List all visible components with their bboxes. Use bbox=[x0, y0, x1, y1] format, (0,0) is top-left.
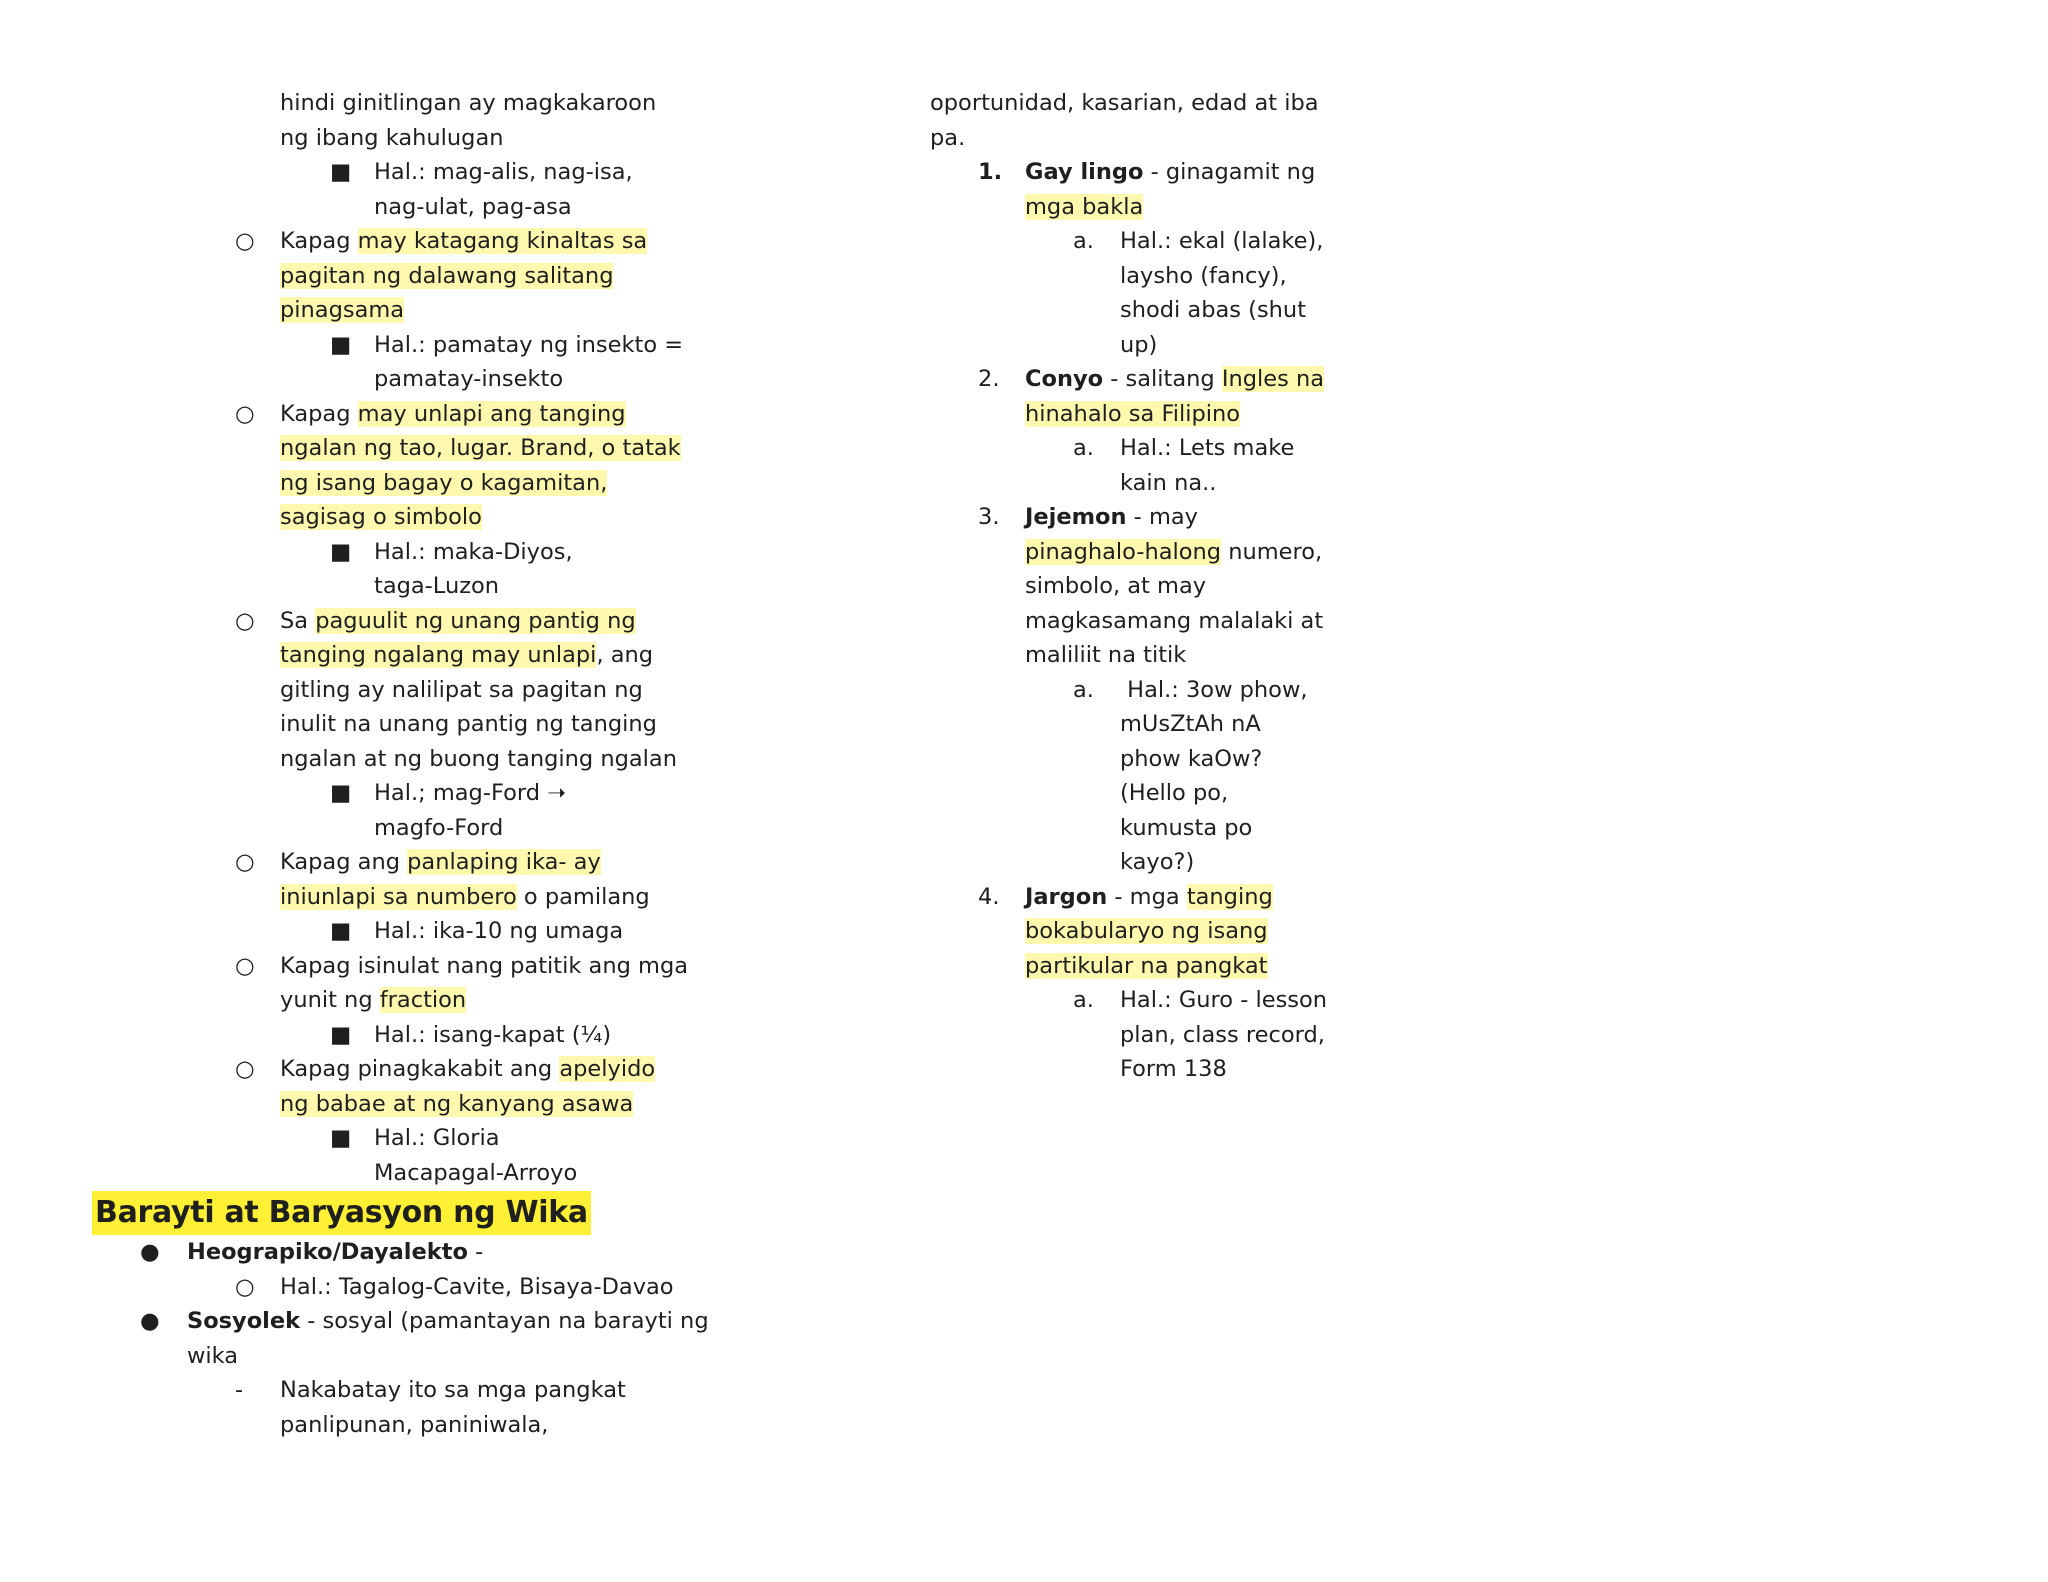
example-item: kain na.. bbox=[1120, 469, 1217, 496]
text-line: hindi ginitlingan ay magkakaroon bbox=[280, 90, 657, 116]
text-line: ng babae at ng kanyang asawa bbox=[280, 1090, 634, 1117]
example-item: magfo-Ford bbox=[374, 814, 504, 841]
text-line: pa. bbox=[930, 124, 966, 151]
text-line: ng ibang kahulugan bbox=[280, 124, 504, 151]
numbered-item: 4. Jargon - mga tanging bbox=[930, 880, 1430, 915]
bullet-icon: ● bbox=[140, 1308, 160, 1334]
numbered-item: 3. Jejemon - may bbox=[930, 500, 1430, 535]
example-item: laysho (fancy), bbox=[1120, 262, 1287, 289]
text-line: iniunlapi sa numbero o pamilang bbox=[280, 883, 650, 910]
list-item: ○ Kapag may unlapi ang tanging bbox=[92, 397, 712, 432]
right-column bbox=[930, 86, 1430, 1087]
left-column bbox=[92, 86, 712, 1442]
example-item: Form 138 bbox=[1120, 1056, 1227, 1082]
list-item: ○ Kapag pinagkakabit ang apelyido bbox=[92, 1052, 712, 1087]
square-bullet-icon: ■ bbox=[330, 331, 352, 358]
example-item: Macapagal-Arroyo bbox=[374, 1159, 578, 1186]
text-line: ngalan ng tao, lugar. Brand, o tatak bbox=[280, 435, 681, 461]
list-item: - Nakabatay ito sa mga pangkat bbox=[92, 1373, 712, 1408]
example-item: ■ Hal.: ika-10 ng umaga bbox=[92, 914, 712, 949]
circle-bullet-icon: ○ bbox=[235, 607, 255, 634]
text-line: oportunidad, kasarian, edad at iba bbox=[930, 90, 1319, 116]
example-item: a. Hal.: ekal (lalake), bbox=[930, 224, 1430, 259]
square-bullet-icon: ■ bbox=[330, 1125, 352, 1151]
item-letter: a. bbox=[1073, 435, 1094, 461]
section-heading: Barayti at Baryasyon ng Wika bbox=[92, 1191, 591, 1235]
text-line: inulit na unang pantig ng tanging bbox=[280, 711, 657, 737]
text-line: ngalan at ng buong tanging ngalan bbox=[280, 745, 677, 772]
circle-bullet-icon: ○ bbox=[235, 1056, 255, 1082]
text-line: partikular na pangkat bbox=[1025, 952, 1268, 979]
circle-bullet-icon: ○ bbox=[235, 400, 255, 427]
item-number: 2. bbox=[978, 366, 1000, 392]
list-item: ○ Kapag isinulat nang patitik ang mga bbox=[92, 949, 712, 984]
example-item: ■ Hal.: isang-kapat (¼) bbox=[92, 1018, 712, 1053]
example-item: pamatay-insekto bbox=[374, 366, 564, 392]
numbered-item: 2. Conyo - salitang Ingles na bbox=[930, 362, 1430, 397]
example-item: ■ Hal.; mag-Ford ➝ bbox=[92, 776, 712, 811]
list-item: ○ Kapag may katagang kinaltas sa bbox=[92, 224, 712, 259]
example-item: ■ Hal.: Gloria bbox=[92, 1121, 712, 1156]
item-letter: a. bbox=[1073, 676, 1094, 703]
square-bullet-icon: ■ bbox=[330, 918, 352, 944]
text-line: simbolo, at may bbox=[1025, 573, 1207, 599]
item-number: 1. bbox=[978, 159, 1003, 185]
example-item: a. Hal.: 3ow phow, bbox=[930, 673, 1430, 708]
example-item: ■ Hal.: pamatay ng insekto = bbox=[92, 328, 712, 363]
numbered-item: 1. Gay lingo - ginagamit ng bbox=[930, 155, 1430, 190]
example-item: (Hello po, bbox=[1120, 780, 1229, 806]
square-bullet-icon: ■ bbox=[330, 1021, 352, 1048]
example-item: a. Hal.: Guro - lesson bbox=[930, 983, 1430, 1018]
text-line: ng isang bagay o kagamitan, bbox=[280, 469, 608, 496]
item-letter: a. bbox=[1073, 987, 1094, 1013]
example-item: taga-Luzon bbox=[374, 573, 500, 599]
text-line: pinaghalo-halong numero, bbox=[1025, 538, 1323, 565]
text-line: bokabularyo ng isang bbox=[1025, 918, 1268, 944]
example-item: shodi abas (shut bbox=[1120, 297, 1307, 323]
circle-bullet-icon: ○ bbox=[235, 228, 255, 254]
text-line: gitling ay nalilipat sa pagitan ng bbox=[280, 676, 643, 703]
text-line: mga bakla bbox=[1025, 193, 1144, 220]
square-bullet-icon: ■ bbox=[330, 538, 352, 565]
text-line: yunit ng fraction bbox=[280, 987, 467, 1013]
example-item: ■ Hal.: mag-alis, nag-isa, bbox=[92, 155, 712, 190]
list-item: ● Heograpiko/Dayalekto - bbox=[92, 1235, 712, 1270]
list-item: ● Sosyolek - sosyal (pamantayan na barayti ng bbox=[92, 1304, 712, 1339]
text-line: pinagsama bbox=[280, 297, 405, 323]
example-item: plan, class record, bbox=[1120, 1021, 1325, 1048]
text-line: hinahalo sa Filipino bbox=[1025, 400, 1241, 427]
item-number: 4. bbox=[978, 883, 1000, 910]
circle-bullet-icon: ○ bbox=[235, 849, 255, 875]
item-number: 3. bbox=[978, 504, 1000, 530]
item-letter: a. bbox=[1073, 228, 1094, 254]
dash-bullet-icon: - bbox=[235, 1377, 244, 1403]
example-item: up) bbox=[1120, 331, 1158, 358]
list-item: ○ Sa paguulit ng unang pantig ng bbox=[92, 604, 712, 639]
example-item: a. Hal.: Lets make bbox=[930, 431, 1430, 466]
example-item: kayo?) bbox=[1120, 849, 1195, 875]
text-line: magkasamang malalaki at bbox=[1025, 607, 1324, 634]
section-heading-row bbox=[92, 1191, 712, 1235]
example-item: mUsZtAh nA bbox=[1120, 711, 1261, 737]
square-bullet-icon: ■ bbox=[330, 159, 352, 185]
example-item: nag-ulat, pag-asa bbox=[374, 193, 572, 220]
circle-bullet-icon: ○ bbox=[235, 952, 255, 979]
text-line: panlipunan, paniniwala, bbox=[280, 1411, 549, 1438]
list-item: ○ Hal.: Tagalog-Cavite, Bisaya-Davao bbox=[92, 1270, 712, 1305]
text-line: wika bbox=[187, 1342, 239, 1369]
square-bullet-icon: ■ bbox=[330, 780, 352, 806]
text-line: tanging ngalang may unlapi, ang bbox=[280, 642, 654, 668]
text-line: sagisag o simbolo bbox=[280, 504, 482, 530]
list-item: ○ Kapag ang panlaping ika- ay bbox=[92, 845, 712, 880]
example-item: phow kaOw? bbox=[1120, 745, 1263, 772]
example-item: ■ Hal.: maka-Diyos, bbox=[92, 535, 712, 570]
circle-bullet-icon: ○ bbox=[235, 1273, 255, 1300]
bullet-icon: ● bbox=[140, 1239, 160, 1265]
text-line: maliliit na titik bbox=[1025, 642, 1187, 668]
example-item: kumusta po bbox=[1120, 814, 1253, 841]
text-line: pagitan ng dalawang salitang bbox=[280, 262, 614, 289]
